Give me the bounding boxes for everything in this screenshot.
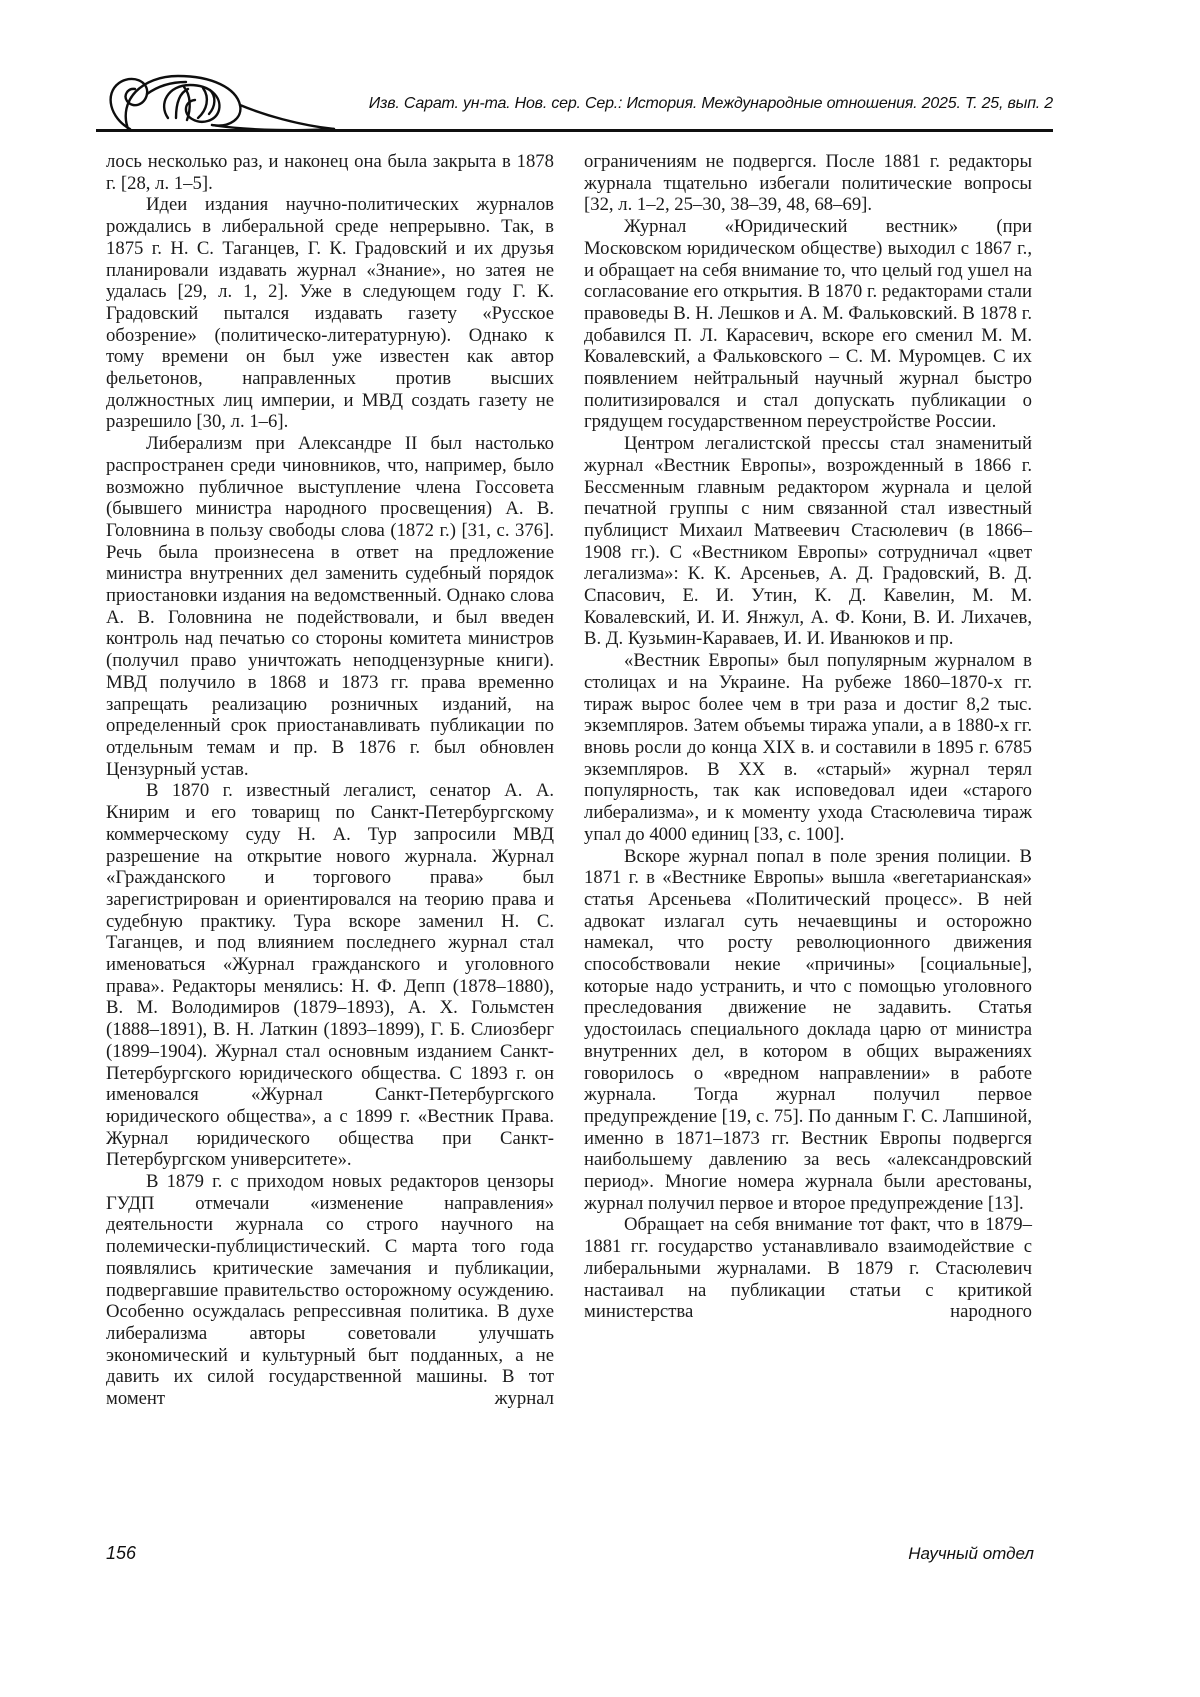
paragraph: Либерализм при Александре II был настолько распространен среди чиновников, что, например, было возможно публичное выступление члена Госсовета (бывшего министра народного просвещения) А. В. Головнина в пользу свободы слова (1872 г.) [31, с. 376]. Речь была произнесена в ответ на предложение министра внутренних дел заменить судебный порядок приостановки издания на ведомственный. Однако слова А. В. Головнина не подействовали, и был введен контроль над печатью со стороны комитета министров (получил право уничтожать неподцензурные книги). МВД получило в 1868 и 1873 гг. права временно запрещать реализацию розничных изданий, на определенный срок приостанавливать публикации по отдельным темам и пр. В 1876 г. был обновлен Цензурный устав.	[106, 433, 554, 780]
paragraph: «Вестник Европы» был популярным журналом в столицах и на Украине. На рубеже 1860–1870-х гг. тираж вырос более чем в три раза и достиг 8,2 тыс. экземпляров. Затем объемы тиража упали, а в 1880-х гг. вновь росли до конца XIX в. и составили в 1895 г. 6785 экземпляров. В XX в. «старый» журнал терял популярность, так как исповедовал идеи «старого либерализма», и к моменту ухода Стасюлевича тираж упал до 4000 единиц [33, с. 100].	[584, 650, 1032, 845]
header-divider	[96, 129, 1053, 132]
right-column	[584, 151, 1032, 1410]
paragraph: лось несколько раз, и наконец она была закрыта в 1878 г. [28, л. 1–5].	[106, 151, 554, 194]
paragraph: Центром легалистской прессы стал знаменитый журнал «Вестник Европы», возрожденный в 1866 г. Бессменным главным редактором журнала и целой печатной группы с ним связанной стал известный публицист Михаил Матвеевич Стасюлевич (в 1866–1908 гг.). С «Вестником Европы» сотрудничал «цвет легализма»: К. К. Арсеньев, А. Д. Градовский, В. Д. Спасович, Е. И. Утин, К. Д. Кавелин, М. М. Ковалевский, И. И. Янжул, А. Ф. Кони, В. И. Лихачев, В. Д. Кузьмин-Караваев, И. И. Иванюков и пр.	[584, 433, 1032, 650]
journal-reference-line: Изв. Сарат. ун-та. Нов. сер. Сер.: История. Международные отношения. 2025. Т. 25, вып. 2	[368, 95, 1053, 112]
paragraph: Вскоре журнал попал в поле зрения полиции. В 1871 г. в «Вестнике Европы» вышла «вегетарианская» статья Арсеньева «Политический процесс». В ней адвокат излагал суть нечаевщины и осторожно намекал, что росту революционного движения способствовали некие «причины» [социальные], которые надо устранить, и что с помощью уголовного преследования движение не задавить. Статья удостоилась специального доклада царю от министра внутренних дел, в котором в общих выражениях говорилось о «вредном направлении» в работе журнала. Тогда журнал получил первое предупреждение [19, с. 75]. По данным Г. С. Лапшиной, именно в 1871–1873 гг. Вестник Европы подвергся наибольшему давлению за весь «александровский период». Многие номера журнала были арестованы, журнал получил первое и второе предупреждение [13].	[584, 845, 1032, 1214]
page-footer	[106, 1543, 1034, 1564]
publisher-flourish-logo-icon	[106, 72, 336, 132]
article-body	[106, 151, 1032, 1410]
paragraph: В 1870 г. известный легалист, сенатор А. А. Книрим и его товарищ по Санкт-Петербургскому коммерческому суду Н. А. Тур запросили МВД разрешение на открытие нового журнала. Журнал «Гражданского и торгового права» был зарегистрирован и ориентировался на теорию права и судебную практику. Тура вскоре заменил Н. С. Таганцев, и под влиянием последнего журнал стал именоваться «Журнал гражданского и уголовного права». Редакторы менялись: Н. Ф. Депп (1878–1880), В. М. Володимиров (1879–1893), А. Х. Гольмстен (1888–1891), В. Н. Латкин (1893–1899), Г. Б. Слиозберг (1899–1904). Журнал стал основным изданием Санкт-Петербургского юридического общества. С 1893 г. он именовался «Журнал Санкт-Петербургского юридического общества», а с 1899 г. «Вестник Права. Журнал юридического общества при Санкт-Петербургском университете».	[106, 780, 554, 1171]
paragraph: ограничениям не подвергся. После 1881 г. редакторы журнала тщательно избегали политические вопросы [32, л. 1–2, 25–30, 38–39, 48, 68–69].	[584, 151, 1032, 216]
paragraph: Журнал «Юридический вестник» (при Московском юридическом обществе) выходил с 1867 г., и обращает на себя внимание то, что целый год ушел на согласование его открытия. В 1870 г. редакторами стали правоведы В. Н. Лешков и А. М. Фальковский. В 1878 г. добавился П. Л. Карасевич, вскоре его сменил М. М. Ковалевский, а Фальковского – С. М. Муромцев. С их появлением нейтральный научный журнал быстро политизировался и стал допускать публикации о грядущем государственном переустройстве России.	[584, 216, 1032, 433]
section-label: Научный отдел	[908, 1544, 1034, 1563]
page-number: 156	[106, 1543, 137, 1563]
left-column	[106, 151, 554, 1410]
paragraph: Обращает на себя внимание тот факт, что в 1879–1881 гг. государство устанавливало взаимодействие с либеральными журналами. В 1879 г. Стасюлевич настаивал на публикации статьи с критикой министерства народного	[584, 1214, 1032, 1323]
paragraph: В 1879 г. с приходом новых редакторов цензоры ГУДП отмечали «изменение направления» деятельности журнала со строго научного на полемически-публицистический. С марта того года появлялись критические замечания и публикации, подвергавшие правительство осторожному осуждению. Особенно осуждалась репрессивная политика. В духе либерализма авторы советовали улучшать экономический и культурный быт подданных, а не давить их силой государственной машины. В тот момент журнал	[106, 1171, 554, 1410]
paragraph: Идеи издания научно-политических журналов рождались в либеральной среде непрерывно. Так, в 1875 г. Н. С. Таганцев, Г. К. Градовский и их друзья планировали издавать журнал «Знание», но затея не удалась [29, л. 1, 2]. Уже в следующем году Г. К. Градовский пытался издавать газету «Русское обозрение» (политическо-литературную). Однако к тому времени он был уже известен как автор фельетонов, направленных против высших должностных лиц империи, и МВД создать газету не разрешило [30, л. 1–6].	[106, 194, 554, 433]
